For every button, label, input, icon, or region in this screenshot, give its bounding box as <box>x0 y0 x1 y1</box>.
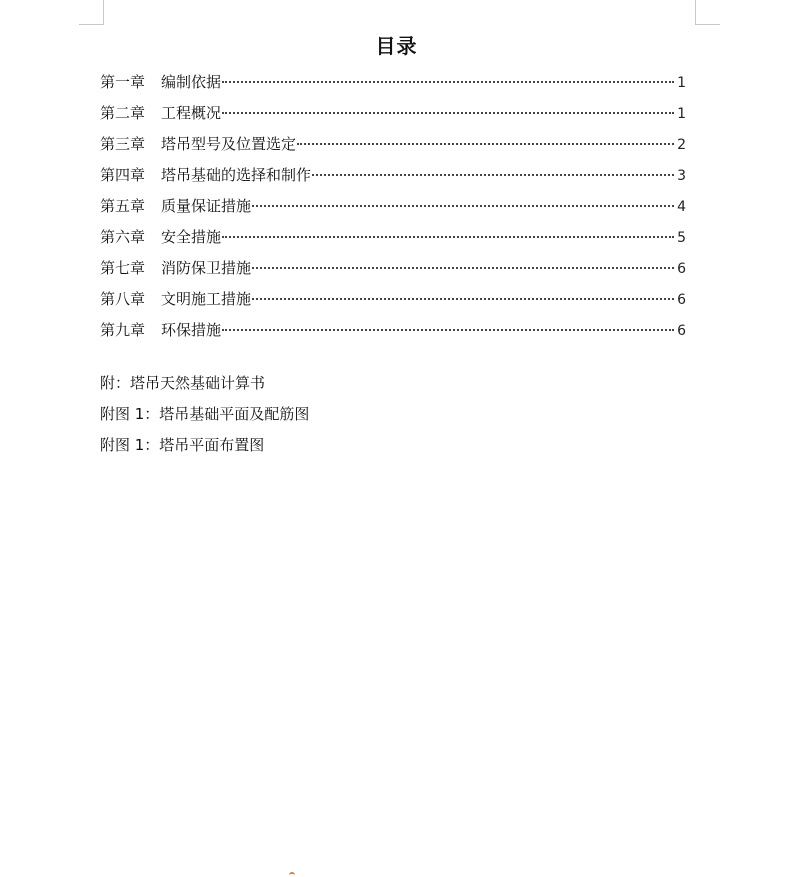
toc-entry[interactable] <box>100 223 686 254</box>
toc-dot-leader <box>222 236 674 238</box>
toc-dot-leader <box>222 81 674 83</box>
toc-entry-title: 消防保卫措施 <box>161 259 252 277</box>
toc-entry-title: 工程概况 <box>161 104 222 122</box>
appendix-item: 附图 1：塔吊平面布置图 <box>100 436 265 454</box>
toc-page-number: 2 <box>677 137 686 153</box>
appendix-list <box>100 369 309 462</box>
table-of-contents <box>100 68 686 347</box>
toc-page-number: 6 <box>677 261 686 277</box>
toc-entry[interactable] <box>100 130 686 161</box>
toc-chapter-label: 第二章 <box>100 104 146 122</box>
toc-entry-title: 安全措施 <box>161 228 222 246</box>
toc-page-number: 4 <box>677 199 686 215</box>
toc-entry[interactable] <box>100 99 686 130</box>
toc-page-number: 6 <box>677 323 686 339</box>
toc-chapter-label: 第七章 <box>100 259 146 277</box>
toc-entry[interactable] <box>100 192 686 223</box>
toc-dot-leader <box>252 298 674 300</box>
toc-chapter-label: 第三章 <box>100 135 146 153</box>
toc-entry[interactable] <box>100 68 686 99</box>
crop-mark-left <box>79 0 104 25</box>
toc-entry[interactable] <box>100 254 686 285</box>
toc-entry[interactable] <box>100 285 686 316</box>
toc-dot-leader <box>312 174 674 176</box>
toc-page-number: 1 <box>677 75 686 91</box>
toc-chapter-label: 第四章 <box>100 166 146 184</box>
toc-dot-leader <box>297 143 674 145</box>
toc-chapter-label: 第一章 <box>100 73 146 91</box>
crop-mark-right <box>695 0 720 25</box>
toc-page-number: 5 <box>677 230 686 246</box>
toc-dot-leader <box>252 267 674 269</box>
toc-entry-title: 塔吊基础的选择和制作 <box>161 166 312 184</box>
toc-dot-leader <box>252 205 674 207</box>
toc-chapter-label: 第五章 <box>100 197 146 215</box>
toc-title: 目录 <box>375 34 418 58</box>
toc-page-number: 1 <box>677 106 686 122</box>
toc-chapter-label: 第九章 <box>100 321 146 339</box>
toc-page-number: 6 <box>677 292 686 308</box>
toc-entry-title: 质量保证措施 <box>161 197 252 215</box>
toc-entry-title: 文明施工措施 <box>161 290 252 308</box>
page-edge-mark <box>289 872 295 877</box>
toc-entry[interactable] <box>100 161 686 192</box>
toc-page-number: 3 <box>677 168 686 184</box>
appendix-item: 附图 1：塔吊基础平面及配筋图 <box>100 405 310 423</box>
toc-dot-leader <box>222 112 674 114</box>
toc-chapter-label: 第六章 <box>100 228 146 246</box>
toc-entry-title: 环保措施 <box>161 321 222 339</box>
toc-dot-leader <box>222 329 674 331</box>
toc-chapter-label: 第八章 <box>100 290 146 308</box>
toc-entry-title: 编制依据 <box>161 73 222 91</box>
appendix-item: 附：塔吊天然基础计算书 <box>100 374 266 392</box>
toc-entry-title: 塔吊型号及位置选定 <box>161 135 297 153</box>
toc-entry[interactable] <box>100 316 686 347</box>
